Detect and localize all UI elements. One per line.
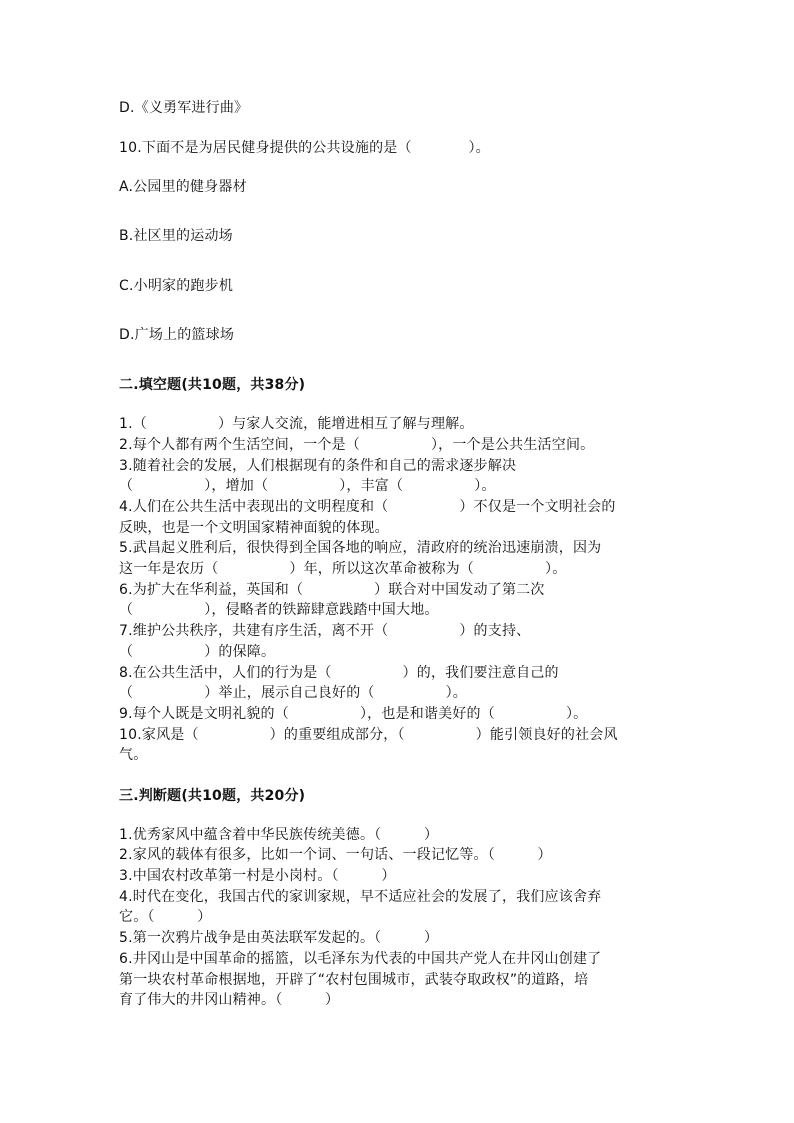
fill-line: 这一年是农历（ ）年，所以这次革命被称为（ ）。: [119, 561, 567, 577]
fill-line: （ ）举止，展示自己良好的（ ）。: [119, 685, 467, 701]
fill-line: 9.每个人既是文明礼貌的（ ），也是和谐美好的（ ）。: [119, 706, 588, 722]
fill-line: （ ），侵略者的铁蹄肆意践踏中国大地。: [119, 602, 439, 618]
q10-option-a: A.公园里的健身器材: [119, 179, 247, 195]
fill-line: 2.每个人都有两个生活空间，一个是（ ），一个是公共生活空间。: [119, 437, 595, 453]
judge-line: 5.第一次鸦片战争是由英法联军发起的。（ ）: [119, 930, 439, 946]
section2-heading: 二.填空题(共10题，共38分): [119, 377, 306, 393]
fill-line: 8.在公共生活中，人们的行为是（ ）的，我们要注意自己的: [119, 665, 559, 681]
fill-line: 气。: [119, 747, 148, 763]
fill-line: 1.（ ）与家人交流，能增进相互了解与理解。: [119, 416, 474, 432]
judge-line: 2.家风的载体有很多，比如一个词、一句话、一段记忆等。（ ）: [119, 847, 552, 863]
fill-line: 3.随着社会的发展，人们根据现有的条件和自己的需求逐步解决: [119, 458, 517, 474]
judge-line: 4.时代在变化，我国古代的家训家规，早不适应社会的发展了，我们应该舍弃: [119, 889, 602, 905]
judge-line: 3.中国农村改革第一村是小岗村。（ ）: [119, 868, 396, 884]
q9-option-d: D.《义勇军进行曲》: [119, 100, 249, 116]
fill-line: 6.为扩大在华利益，英国和（ ）联合对中国发动了第二次: [119, 582, 545, 598]
judge-line: 1.优秀家风中蕴含着中华民族传统美德。（ ）: [119, 827, 439, 843]
judge-line: 第一块农村革命根据地，开辟了“农村包围城市，武装夺取政权”的道路，培: [119, 972, 589, 988]
q10-stem: 10.下面不是为居民健身提供的公共设施的是（ ）。: [119, 140, 490, 156]
judge-line: 6.井冈山是中国革命的摇篮，以毛泽东为代表的中国共产党人在井冈山创建了: [119, 951, 602, 967]
judge-line: 育了伟大的井冈山精神。（ ）: [119, 992, 340, 1008]
q10-option-d: D.广场上的篮球场: [119, 327, 235, 343]
fill-line: 10.家风是（ ）的重要组成部分，（ ）能引领良好的社会风: [119, 727, 618, 743]
section3-heading: 三.判断题(共10题，共20分): [119, 788, 306, 804]
judge-line: 它。（ ）: [119, 909, 212, 925]
fill-line: 5.武昌起义胜利后，很快得到全国各地的响应，清政府的统治迅速崩溃，因为: [119, 540, 602, 556]
fill-line: 反映，也是一个文明国家精神面貌的体现。: [119, 520, 389, 536]
q10-option-b: B.社区里的运动场: [119, 228, 233, 244]
q10-option-c: C.小明家的跑步机: [119, 278, 234, 294]
fill-line: （ ）的保障。: [119, 644, 276, 660]
fill-line: 7.维护公共秩序，共建有序生活，离不开（ ）的支持、: [119, 623, 531, 639]
fill-line: 4.人们在公共生活中表现出的文明程度和（ ）不仅是一个文明社会的: [119, 499, 616, 515]
fill-line: （ ），增加（ ），丰富（ ）。: [119, 478, 496, 494]
